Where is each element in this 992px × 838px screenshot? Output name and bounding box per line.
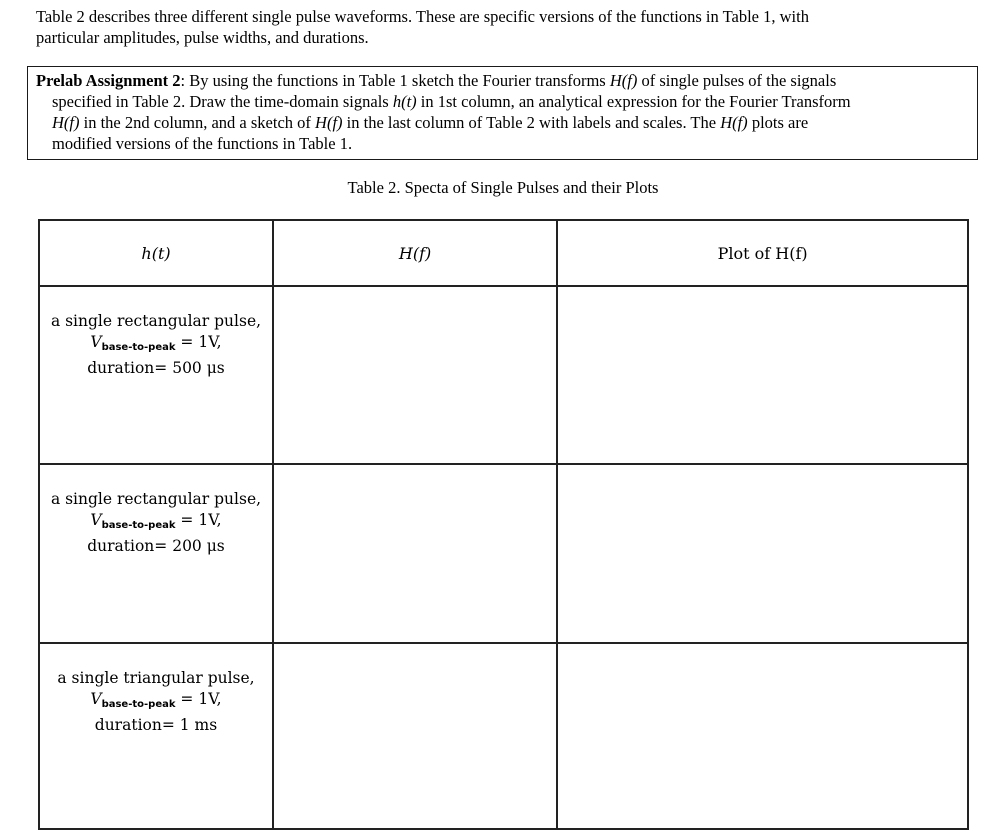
prelab-line-3: H(f) in the 2nd column, and a sketch of H(f) in the last column of Table 2 with labels and scales. The H(f) plots are xyxy=(52,113,809,132)
header-ht: h(t) xyxy=(39,220,273,286)
header-plot: Plot of H(f) xyxy=(557,220,968,286)
transform-cell[interactable] xyxy=(273,643,557,829)
pulse-duration: duration= 500 μs xyxy=(87,359,225,377)
pulse-voltage: $V_{base-to-peak} = 1V$, xyxy=(90,690,222,710)
table-row xyxy=(39,464,968,643)
header-hf: H(f) xyxy=(273,220,557,286)
prelab-line-2: specified in Table 2. Draw the time-domain signals h(t) in 1st column, an analytical expression for the Fourier Transform xyxy=(52,92,851,111)
signal-cell xyxy=(39,464,273,643)
pulse-voltage: $V_{base-to-peak} = 1V$, xyxy=(90,511,222,531)
pulse-shape: a single triangular pulse, xyxy=(57,669,255,687)
prelab-label: Prelab Assignment 2 xyxy=(36,71,181,90)
intro-paragraph xyxy=(36,6,966,48)
table-caption: Table 2. Specta of Single Pulses and their Plots xyxy=(347,178,659,197)
plot-cell[interactable] xyxy=(557,643,968,829)
pulse-duration: duration= 1 ms xyxy=(94,716,218,734)
prelab-line-1: Prelab Assignment 2: By using the functions in Table 1 sketch the Fourier transforms H(f) of single pulses of the signals xyxy=(36,71,837,90)
transform-cell[interactable] xyxy=(273,286,557,464)
pulse-shape: a single rectangular pulse, xyxy=(50,312,262,330)
table-row xyxy=(39,643,968,829)
signal-cell xyxy=(39,286,273,464)
plot-cell[interactable] xyxy=(557,286,968,464)
prelab-line-4: modified versions of the functions in Table 1. xyxy=(52,134,353,153)
pulse-voltage: $V_{base-to-peak} = 1V$, xyxy=(90,333,222,353)
intro-line-1: Table 2 describes three different single pulse waveforms. These are specific versions of the functions in Table 1, with xyxy=(36,7,809,26)
spectra-table xyxy=(38,219,969,830)
prelab-assignment-box xyxy=(27,66,978,160)
pulse-shape: a single rectangular pulse, xyxy=(50,490,262,508)
transform-cell[interactable] xyxy=(273,464,557,643)
table-header-row xyxy=(39,220,968,286)
table-row xyxy=(39,286,968,464)
signal-cell xyxy=(39,643,273,829)
plot-cell[interactable] xyxy=(557,464,968,643)
pulse-duration: duration= 200 μs xyxy=(87,537,225,555)
intro-line-2: particular amplitudes, pulse widths, and durations. xyxy=(36,28,369,47)
